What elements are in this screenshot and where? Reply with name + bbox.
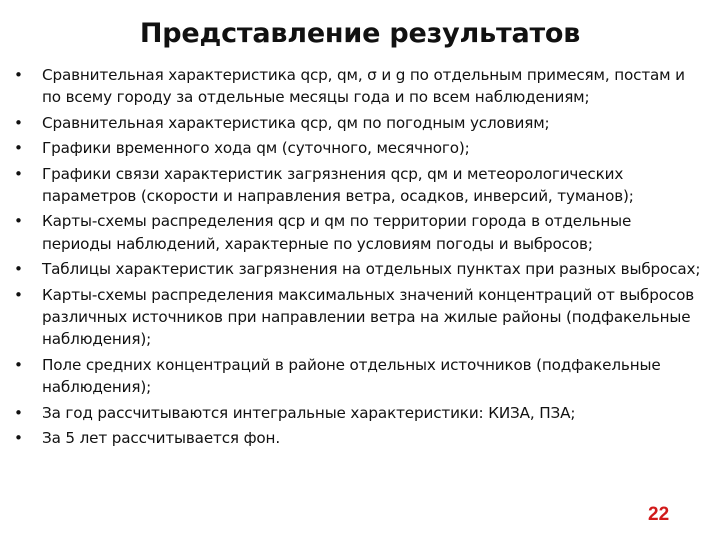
bullet-item	[14, 284, 704, 351]
bullet-text: За 5 лет рассчитывается фон.	[42, 429, 281, 448]
bullet-text: Карты-схемы распределения qср и qм по территории города в отдельные периоды наблюдений, характерные по условиям погоды и выбросов;	[42, 212, 632, 253]
bullet-icon: •	[14, 164, 23, 183]
bullet-text: Карты-схемы распределения максимальных значений концентраций от выбросов различных источников при направлении ветра на жилые районы (подфакельные наблюдения);	[42, 285, 695, 349]
bullet-text: Поле средних концентраций в районе отдельных источников (подфакельные наблюдения);	[42, 355, 661, 397]
bullet-item	[14, 354, 704, 399]
bullet-item	[14, 137, 704, 159]
slide-title: Представление результатов	[139, 18, 581, 49]
bullet-text: Сравнительная характеристика qср, qм, σ и g по отдельным примесям, постам и по всему городу за отдельные месяцы года и по всем наблюдениям;	[42, 66, 685, 107]
bullet-item	[14, 402, 704, 424]
page-number: 22	[648, 504, 670, 525]
bullet-item	[14, 258, 704, 280]
bullet-icon: •	[14, 66, 23, 84]
bullet-text: За год рассчитываются интегральные характеристики: КИЗА, ПЗА;	[42, 403, 576, 422]
bullet-item	[14, 112, 704, 134]
bullet-text: Таблицы характеристик загрязнения на отдельных пунктах при разных выбросах;	[42, 260, 701, 279]
bullet-text: Сравнительная характеристика qср, qм по погодным условиям;	[42, 113, 550, 132]
bullet-text: Графики временного хода qм (суточного, месячного);	[42, 139, 470, 158]
bullet-icon: •	[14, 355, 23, 374]
bullet-icon: •	[14, 403, 23, 422]
bullet-icon: •	[14, 139, 23, 158]
bullet-item	[14, 163, 704, 208]
bullet-icon: •	[14, 113, 23, 132]
bullet-item	[14, 427, 704, 449]
bullet-icon: •	[14, 212, 23, 231]
bullet-icon: •	[14, 285, 23, 304]
bullet-item	[14, 64, 704, 109]
bullet-item	[14, 210, 704, 255]
bullet-list	[14, 64, 704, 453]
bullet-icon: •	[14, 429, 23, 448]
bullet-icon: •	[14, 260, 23, 279]
bullet-text: Графики связи характеристик загрязнения qср, qм и метеорологических параметров (скорости и направления ветра, осадков, инверсий, туманов);	[42, 164, 634, 206]
